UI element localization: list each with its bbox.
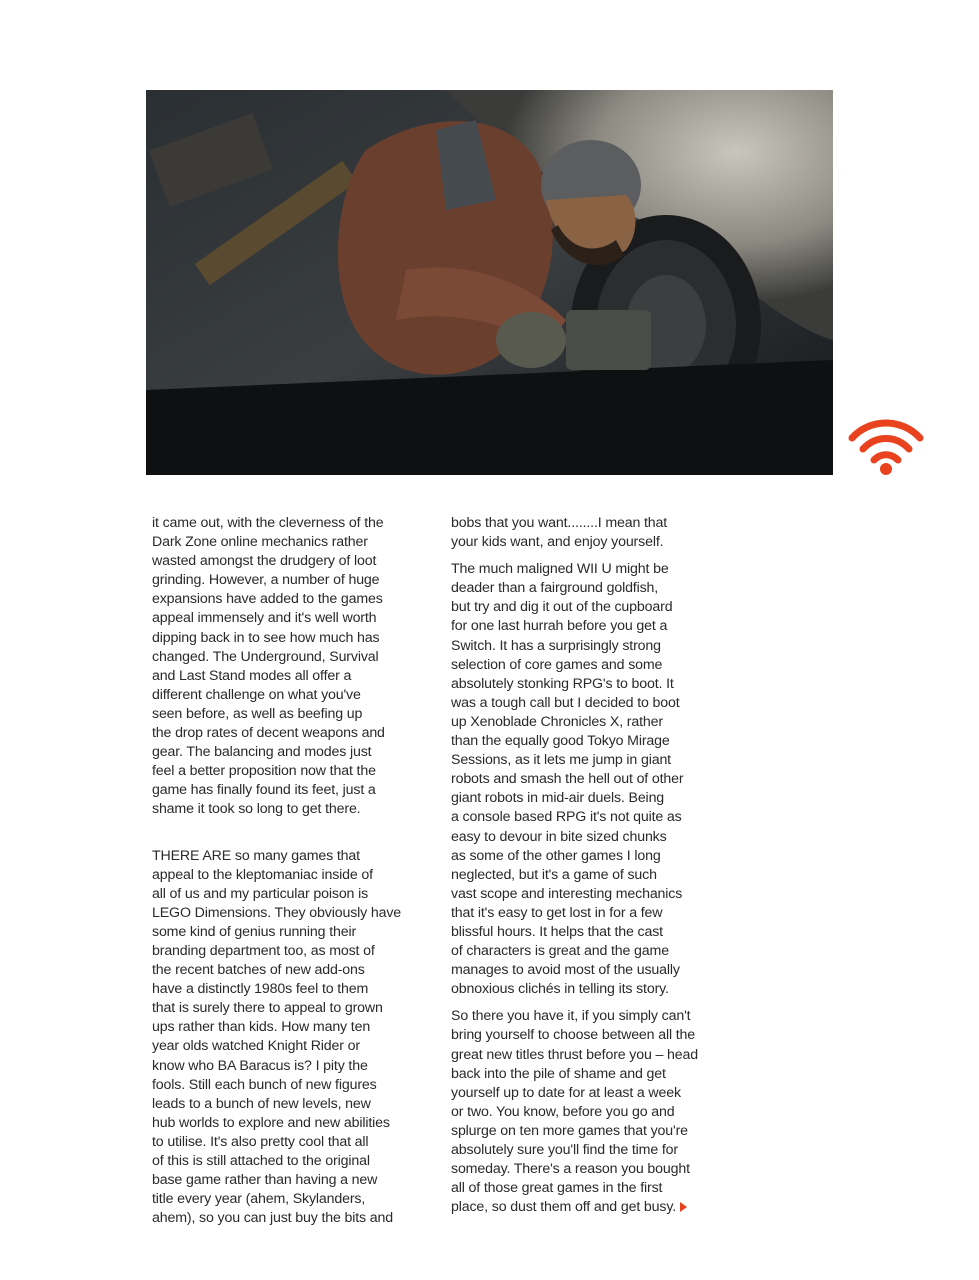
game-screenshot-image bbox=[146, 90, 833, 475]
hero-screenshot bbox=[146, 90, 833, 475]
paragraph-lego-body: so many games that appeal to the kleptomaniac inside of all of us and my particular poison is LEGO Dimensions. They obviously have some kind of genius running their branding department too, as most of the recent batches of new add-ons have a distinctly 1980s feel to them that is surely there to appeal to grown ups rather than kids. How many ten year olds watched Knight Rider or know who BA Baracus is? I pity the fools. Still each bunch of new figures leads to a bunch of new levels, new hub worlds to explore and new abilities to utilise. It's also pretty cool that all of this is still attached to the original base game rather than having a new title every year (ahem, Skylanders, ahem), so you can just buy the bits and bbox=[152, 847, 402, 1227]
wifi-icon bbox=[846, 414, 926, 478]
paragraph-lego-dimensions bbox=[152, 847, 442, 1229]
article-column-left bbox=[152, 514, 442, 1228]
paragraph-continuation: bobs that you want........I mean that your kids want, and enjoy yourself. bbox=[451, 515, 668, 551]
article-column-right bbox=[451, 514, 751, 1217]
paragraph-division: it came out, with the cleverness of the Dark Zone online mechanics rather wasted amongst the drudgery of loot grinding. However, a number of huge expansions have added to the games appeal immensely and it's well worth dipping back in to see how much has changed. The Underground, Survival and Last Stand modes all offer a different challenge on what you've seen before, as well as beefing up the drop rates of decent weapons and gear. The balancing and modes just feel a better proposition now that the game has finally found its feet, just a shame it took so long to get there. bbox=[152, 515, 385, 818]
paragraph-conclusion-body: So there you have it, if you simply can't bring yourself to choose between all the great new titles thrust before you – head back into the pile of shame and get yourself up to date for at least a week or two. You know, before you go and splurge on ten more games that you're absolutely sure you'll find the time for someday. There's a reason you bought all of those great games in the first place, so dust them off and get busy. bbox=[451, 1008, 699, 1216]
end-of-article-icon bbox=[680, 1202, 687, 1212]
paragraph-lead-in: THERE ARE bbox=[152, 847, 232, 864]
paragraph-wii-u: The much maligned WII U might be deader than a fairground goldfish, but try and dig it out of the cupboard for one last hurrah before you get a Switch. It has a surprisingly strong selection of core games and some absolutely stonking RPG's to boot. It was a tough call but I decided to boot up Xenoblade Chronicles X, rather than the equally good Tokyo Mirage Sessions, as it lets me jump in giant robots and smash the hell out of other giant robots in mid-air duels. Being a console based RPG it's not quite as easy to devour in bite sized chunks as some of the other games I long neglected, but it's a game of such vast scope and interesting mechanics that it's easy to get lost in for a few blissful hours. It helps that the cast of characters is great and the game manages to avoid most of the usually obnoxious clichés in telling its story. bbox=[451, 561, 684, 998]
paragraph-conclusion bbox=[451, 1007, 751, 1217]
